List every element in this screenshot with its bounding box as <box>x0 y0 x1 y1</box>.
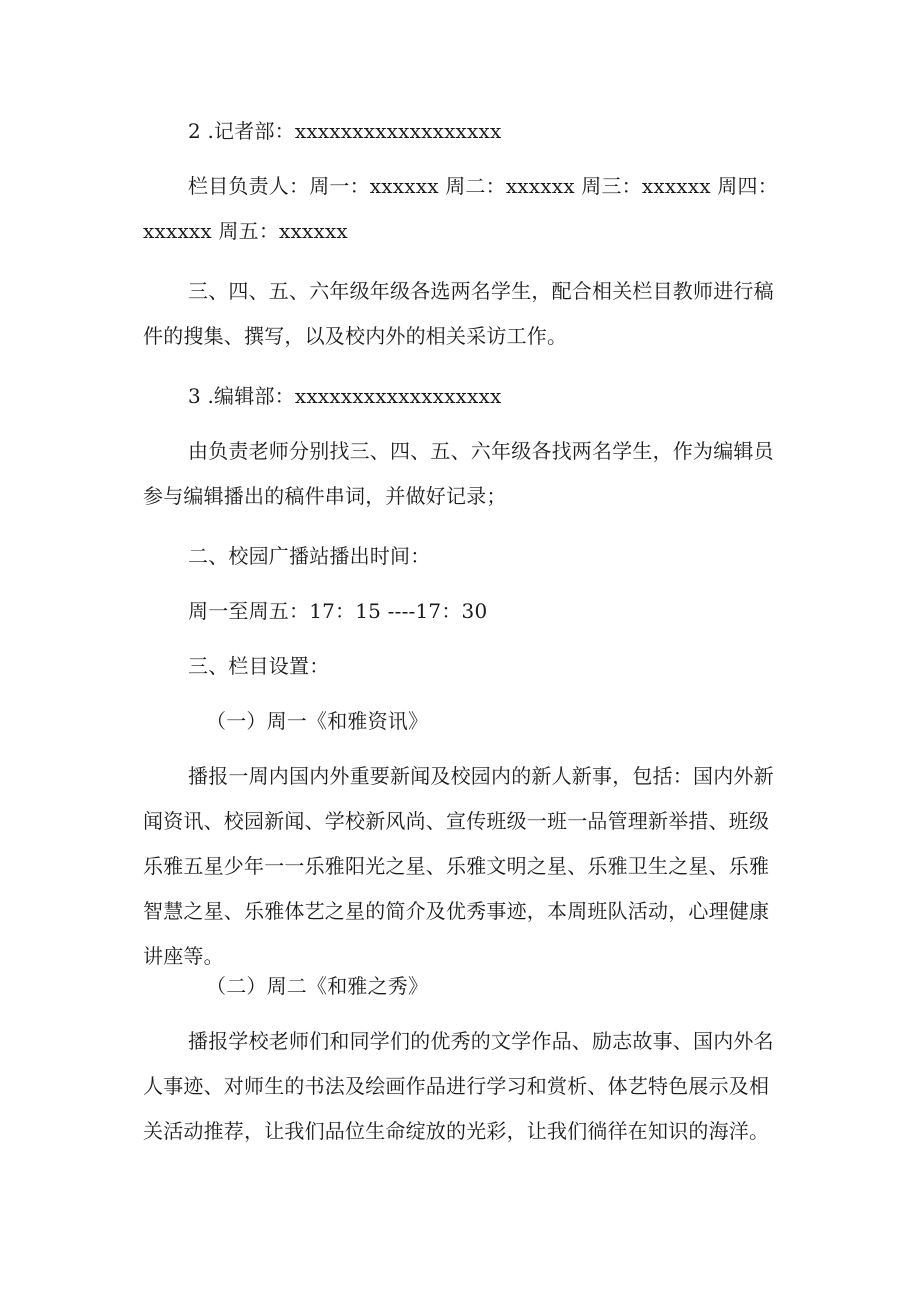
editing-dept-heading: 3 .编辑部：xxxxxxxxxxxxxxxxxx <box>188 384 502 408</box>
monday-column-description: 播报一周内国内外重要新闻及校园内的新人新事，包括：国内外新闻资讯、校园新闻、学校新风尚、宣传班级一班一品管理新举措、班级乐雅五星少年一一乐雅阳光之星、乐雅文明之星、乐雅卫生之星、乐雅智慧之星、乐雅体艺之星的简介及优秀事迹，本周班队活动，心理健康讲座等。 <box>143 764 774 968</box>
editing-dept-description: 由负责老师分别找三、四、五、六年级各找两名学生，作为编辑员参与编辑播出的稿件串词，并做好记录； <box>143 439 774 508</box>
tuesday-column-title: （二）周二《和雅之秀》 <box>206 974 429 998</box>
tuesday-column-description: 播报学校老师们和同学们的优秀的文学作品、励志故事、国内外名人事迹、对师生的书法及绘画作品进行学习和赏析、体艺特色展示及相关活动推荐，让我们品位生命绽放的光彩，让我们徜徉在知识的海洋。 <box>143 1029 774 1143</box>
reporter-dept-heading: 2 .记者部：xxxxxxxxxxxxxxxxxx <box>188 119 502 143</box>
column-settings-heading: 三、栏目设置： <box>188 654 330 678</box>
broadcast-time-heading: 二、校园广播站播出时间： <box>188 544 431 568</box>
reporter-dept-description: 三、四、五、六年级年级各选两名学生，配合相关栏目教师进行稿件的搜集、撰写，以及校内外的相关采访工作。 <box>143 279 774 348</box>
column-leaders-paragraph: 栏目负责人：周一：xxxxxx 周二：xxxxxx 周三：xxxxxx 周四：xxxxxx 周五：xxxxxx <box>143 174 778 243</box>
monday-column-title: （一）周一《和雅资讯》 <box>206 709 429 733</box>
broadcast-time-value: 周一至周五：17：15 ----17：30 <box>188 599 488 623</box>
